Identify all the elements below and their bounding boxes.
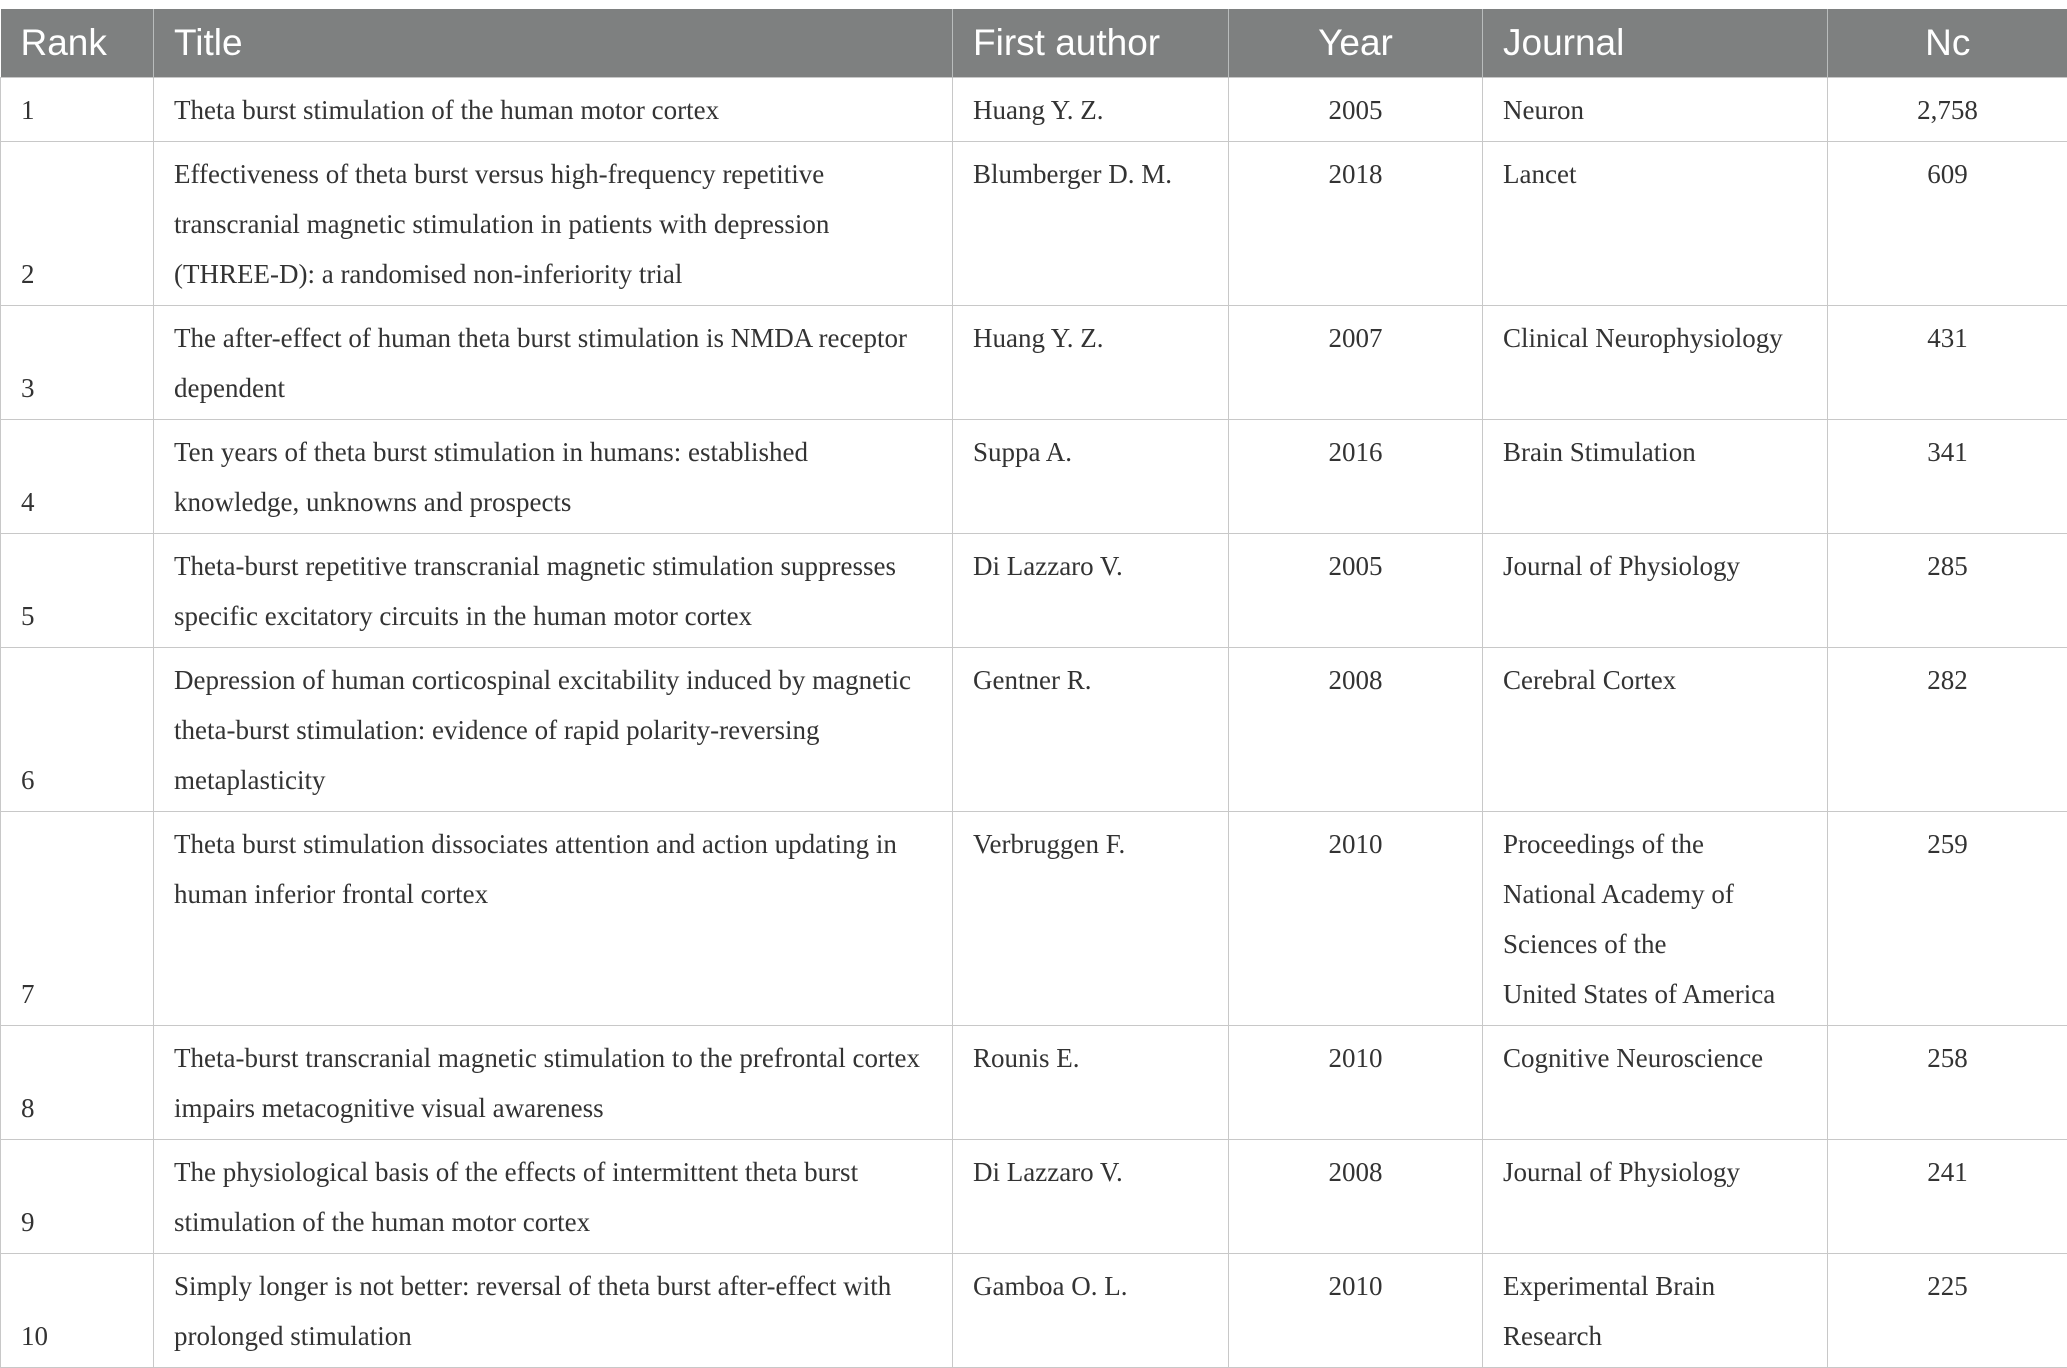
table-row <box>1 647 2067 811</box>
table-row <box>1 1253 2067 1367</box>
cell-rank: 9 <box>1 1139 154 1253</box>
cell-nc: 2,758 <box>1828 77 2067 141</box>
journal-line: United States of America <box>1503 969 1807 1019</box>
cell-rank: 1 <box>1 77 154 141</box>
journal-line: Cerebral Cortex <box>1503 655 1807 705</box>
cell-journal <box>1483 533 1828 647</box>
journal-line: Experimental Brain <box>1503 1261 1807 1311</box>
cell-rank: 8 <box>1 1025 154 1139</box>
header-rank: Rank <box>1 9 154 77</box>
table-row <box>1 419 2067 533</box>
cell-first-author: Di Lazzaro V. <box>953 533 1229 647</box>
cell-title: The physiological basis of the effects of intermittent theta burst stimulation of the human motor cortex <box>154 1139 953 1253</box>
cell-title: Theta burst stimulation of the human motor cortex <box>154 77 953 141</box>
cell-nc: 285 <box>1828 533 2067 647</box>
cell-journal <box>1483 1139 1828 1253</box>
cell-nc: 259 <box>1828 811 2067 1025</box>
cell-journal <box>1483 647 1828 811</box>
cell-journal <box>1483 1025 1828 1139</box>
cell-rank: 4 <box>1 419 154 533</box>
journal-line: Sciences of the <box>1503 919 1807 969</box>
journal-line: Clinical Neurophysiology <box>1503 313 1807 363</box>
header-year: Year <box>1229 9 1483 77</box>
table-row <box>1 141 2067 305</box>
table-row <box>1 1025 2067 1139</box>
cell-nc: 225 <box>1828 1253 2067 1367</box>
cell-year: 2008 <box>1229 1139 1483 1253</box>
cell-nc: 258 <box>1828 1025 2067 1139</box>
table-row <box>1 811 2067 1025</box>
cell-first-author: Di Lazzaro V. <box>953 1139 1229 1253</box>
cell-nc: 282 <box>1828 647 2067 811</box>
cell-year: 2005 <box>1229 533 1483 647</box>
cell-year: 2018 <box>1229 141 1483 305</box>
cell-nc: 341 <box>1828 419 2067 533</box>
cell-journal <box>1483 77 1828 141</box>
table-row <box>1 1139 2067 1253</box>
journal-line: Research <box>1503 1311 1807 1361</box>
cell-title: Theta-burst repetitive transcranial magnetic stimulation suppresses specific excitatory circuits in the human motor cortex <box>154 533 953 647</box>
cell-rank: 2 <box>1 141 154 305</box>
cell-journal <box>1483 305 1828 419</box>
cell-year: 2008 <box>1229 647 1483 811</box>
cell-title: Ten years of theta burst stimulation in humans: established knowledge, unknowns and prospects <box>154 419 953 533</box>
journal-line: Journal of Physiology <box>1503 1147 1807 1197</box>
cell-year: 2016 <box>1229 419 1483 533</box>
cell-rank: 7 <box>1 811 154 1025</box>
cell-first-author: Huang Y. Z. <box>953 305 1229 419</box>
cell-journal <box>1483 1253 1828 1367</box>
cell-title: Simply longer is not better: reversal of theta burst after-effect with prolonged stimulation <box>154 1253 953 1367</box>
cell-title: Theta burst stimulation dissociates attention and action updating in human inferior frontal cortex <box>154 811 953 1025</box>
cell-first-author: Gamboa O. L. <box>953 1253 1229 1367</box>
cell-first-author: Verbruggen F. <box>953 811 1229 1025</box>
cell-title: Effectiveness of theta burst versus high-frequency repetitive transcranial magnetic stimulation in patients with depression (THREE-D): a randomised non-inferiority trial <box>154 141 953 305</box>
table-row <box>1 77 2067 141</box>
table-body <box>1 77 2067 1367</box>
cell-first-author: Huang Y. Z. <box>953 77 1229 141</box>
table-header <box>1 9 2067 77</box>
cell-year: 2010 <box>1229 811 1483 1025</box>
cell-year: 2010 <box>1229 1025 1483 1139</box>
journal-line: Proceedings of the <box>1503 819 1807 869</box>
cell-rank: 3 <box>1 305 154 419</box>
journal-line: Neuron <box>1503 85 1807 135</box>
journal-line: Cognitive Neuroscience <box>1503 1033 1807 1083</box>
cell-title: Depression of human corticospinal excitability induced by magnetic theta-burst stimulation: evidence of rapid polarity-reversing metaplasticity <box>154 647 953 811</box>
journal-line: Lancet <box>1503 149 1807 199</box>
cell-year: 2005 <box>1229 77 1483 141</box>
header-journal: Journal <box>1483 9 1828 77</box>
citations-table <box>0 9 2067 1368</box>
cell-first-author: Gentner R. <box>953 647 1229 811</box>
header-title: Title <box>154 9 953 77</box>
journal-line: Journal of Physiology <box>1503 541 1807 591</box>
cell-journal <box>1483 141 1828 305</box>
cell-journal <box>1483 419 1828 533</box>
cell-first-author: Blumberger D. M. <box>953 141 1229 305</box>
cell-year: 2010 <box>1229 1253 1483 1367</box>
cell-first-author: Suppa A. <box>953 419 1229 533</box>
cell-rank: 5 <box>1 533 154 647</box>
cell-first-author: Rounis E. <box>953 1025 1229 1139</box>
header-nc: Nc <box>1828 9 2067 77</box>
journal-line: Brain Stimulation <box>1503 427 1807 477</box>
cell-rank: 10 <box>1 1253 154 1367</box>
table-row <box>1 533 2067 647</box>
cell-journal <box>1483 811 1828 1025</box>
header-first-author: First author <box>953 9 1229 77</box>
cell-rank: 6 <box>1 647 154 811</box>
cell-title: The after-effect of human theta burst stimulation is NMDA receptor dependent <box>154 305 953 419</box>
cell-nc: 609 <box>1828 141 2067 305</box>
cell-title: Theta-burst transcranial magnetic stimulation to the prefrontal cortex impairs metacognitive visual awareness <box>154 1025 953 1139</box>
journal-line: National Academy of <box>1503 869 1807 919</box>
cell-nc: 241 <box>1828 1139 2067 1253</box>
table-row <box>1 305 2067 419</box>
header-row <box>1 9 2067 77</box>
cell-nc: 431 <box>1828 305 2067 419</box>
cell-year: 2007 <box>1229 305 1483 419</box>
